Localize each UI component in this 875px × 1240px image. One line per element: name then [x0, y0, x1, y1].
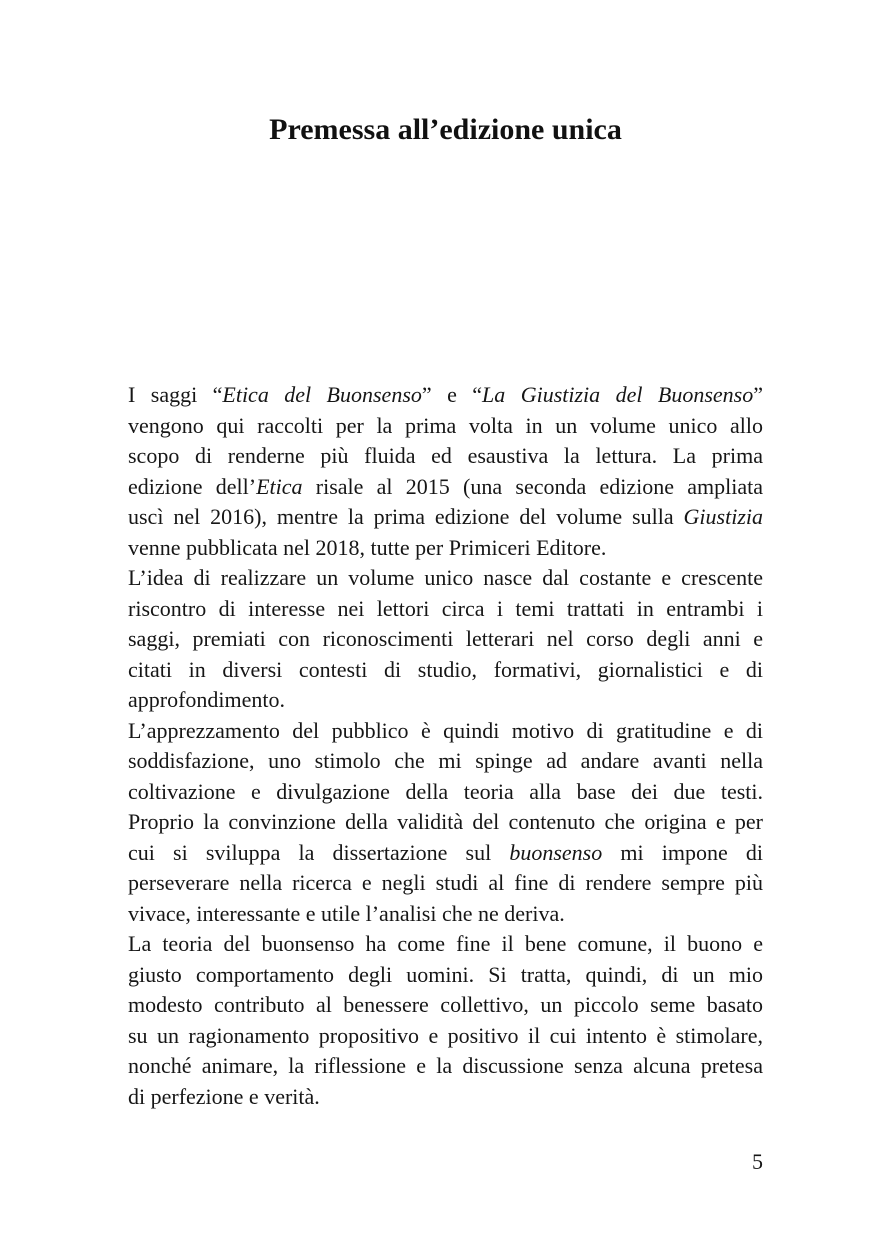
text-line — [128, 472, 763, 503]
italic-text-segment: buonsenso — [509, 839, 603, 865]
text-line — [128, 868, 763, 899]
text-line — [128, 411, 763, 442]
italic-text-segment: La Giustizia del Buonsenso — [482, 382, 754, 407]
text-segment: I saggi “ — [128, 382, 223, 407]
italic-text-segment: Etica del Buonsenso — [222, 382, 422, 407]
page-number: 5 — [752, 1149, 763, 1174]
text-segment: venne pubblicata nel 2018, tutte per Primiceri Editore. — [128, 534, 607, 560]
text-segment: Proprio la convinzione della validità del contenuto che origina e per — [128, 809, 763, 834]
text-line — [128, 777, 763, 808]
text-line — [128, 441, 763, 472]
text-segment: riscontro di interesse nei lettori circa i temi trattati in entrambi i — [128, 595, 763, 621]
page-title: Premessa all’edizione unica — [269, 113, 622, 146]
text-line — [128, 807, 763, 838]
text-segment: su un ragionamento propositivo e positivo il cui intento è stimolare, — [128, 1022, 763, 1048]
paragraph — [128, 563, 763, 716]
text-line — [128, 990, 763, 1021]
text-segment: L’apprezzamento del pubblico è quindi motivo di gratitudine e di — [128, 717, 763, 743]
text-line — [128, 1082, 763, 1113]
text-line — [128, 594, 763, 625]
italic-text-segment: Giustizia — [683, 504, 763, 529]
text-segment: soddisfazione, uno stimolo che mi spinge ad andare avanti nella — [128, 748, 763, 773]
text-segment: cui si sviluppa la dissertazione sul — [128, 839, 510, 865]
text-segment: uscì nel 2016), mentre la prima edizione del volume sulla — [128, 504, 684, 529]
paragraph — [128, 380, 763, 563]
text-line — [128, 716, 763, 747]
text-line — [128, 899, 763, 930]
text-segment: di perfezione e verità. — [128, 1083, 320, 1109]
text-line — [128, 746, 763, 777]
text-segment: approfondimento. — [128, 687, 286, 712]
text-line — [128, 929, 763, 960]
text-segment: vengono qui raccolti per la prima volta in un volume unico allo — [128, 412, 763, 438]
text-line — [128, 685, 763, 716]
text-segment: ” — [753, 382, 763, 407]
text-line — [128, 655, 763, 686]
text-segment: citati in diversi contesti di studio, formativi, giornalistici e di — [128, 656, 763, 682]
text-line — [128, 380, 763, 411]
text-line — [128, 960, 763, 991]
text-segment: modesto contributo al benessere collettivo, un piccolo seme basato — [128, 992, 763, 1017]
paragraph — [128, 929, 763, 1112]
text-segment: L’idea di realizzare un volume unico nasce dal costante e crescente — [128, 565, 763, 590]
text-line — [128, 838, 763, 869]
text-segment: saggi, premiati con riconoscimenti letterari nel corso degli anni e — [128, 626, 763, 651]
text-segment: perseverare nella ricerca e negli studi al fine di rendere sempre più — [128, 870, 763, 895]
text-segment: vivace, interessante e utile l’analisi che ne deriva. — [128, 900, 565, 926]
text-segment: nonché animare, la riflessione e la discussione senza alcuna pretesa — [128, 1053, 763, 1078]
text-segment: mi impone di — [602, 839, 764, 865]
body-text — [128, 380, 763, 1112]
text-segment: edizione dell’ — [128, 473, 257, 499]
text-segment: La teoria del buonsenso ha come fine il bene comune, il buono e — [128, 931, 763, 956]
text-segment: coltivazione e divulgazione della teoria alla base dei due testi. — [128, 778, 763, 804]
text-line — [128, 624, 763, 655]
text-line — [128, 1021, 763, 1052]
text-line — [128, 533, 763, 564]
text-segment: ” e “ — [421, 382, 483, 407]
text-segment: scopo di renderne più fluida ed esaustiva la lettura. La prima — [128, 443, 763, 468]
text-line — [128, 502, 763, 533]
italic-text-segment: Etica — [256, 473, 303, 499]
text-line — [128, 563, 763, 594]
text-line — [128, 1051, 763, 1082]
text-segment: giusto comportamento degli uomini. Si tratta, quindi, di un mio — [128, 961, 763, 987]
text-segment: risale al 2015 (una seconda edizione ampliata — [302, 473, 763, 499]
paragraph — [128, 716, 763, 930]
